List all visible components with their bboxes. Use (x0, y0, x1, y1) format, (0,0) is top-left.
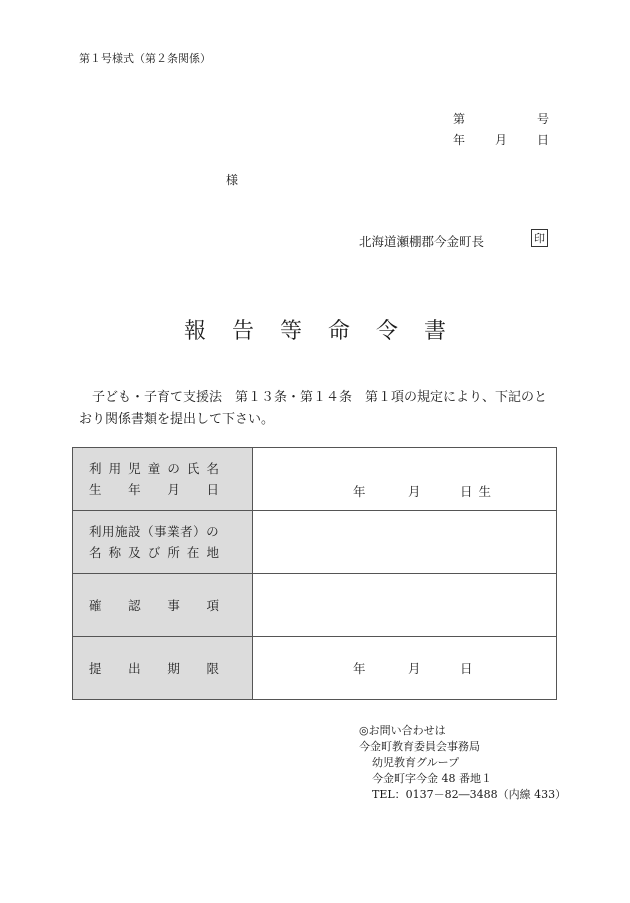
value-child-name-birthdate[interactable] (253, 448, 557, 511)
label-confirmation-items (73, 574, 253, 637)
contact-office: 今金町教育委員会事務局 (359, 740, 480, 753)
birth-day-label: 日生 (460, 484, 498, 499)
value-submission-deadline[interactable] (253, 637, 557, 700)
table-row (73, 511, 557, 574)
birth-month-label: 月 (408, 484, 421, 499)
document-number-line (453, 110, 549, 127)
issue-date-line (453, 131, 549, 148)
contact-group: 幼児教育グループ (372, 756, 460, 769)
label-child-name-birthdate (73, 448, 253, 511)
label-line: 生 年 月 日 (89, 482, 219, 497)
deadline-month-label: 月 (408, 661, 421, 676)
contact-address: 今金町字今金 48 番地１ (372, 772, 492, 785)
issue-day-label: 日 (536, 133, 549, 147)
issue-year-label: 年 (453, 133, 466, 147)
issuer-name: 北海道瀬棚郡今金町長 (359, 234, 485, 249)
value-confirmation-items[interactable] (253, 574, 557, 637)
number-suffix: 号 (536, 112, 549, 126)
addressee-suffix: 様 (226, 173, 239, 187)
request-form-table (72, 447, 557, 700)
label-line: 利 用 児 童 の 氏 名 (89, 461, 219, 476)
contact-heading: ◎お問い合わせは (359, 724, 446, 737)
table-row (73, 637, 557, 700)
label-submission-deadline (73, 637, 253, 700)
label-line: 利 用 施 設 （ 事 業 者 ） の (89, 524, 220, 539)
value-facility[interactable] (253, 511, 557, 574)
table-row (73, 448, 557, 511)
body-text: 子ども・子育て支援法 第１３条・第１４条 第１項の規定により、下記のとおり関係書類を提出して下さい。 (79, 390, 548, 427)
seal-stamp-box: 印 (531, 229, 548, 247)
contact-info (359, 723, 566, 803)
contact-tel: TEL：0137－82―3488（内線 433） (372, 788, 567, 801)
issue-month-label: 月 (494, 133, 507, 147)
label-line: 提 出 期 限 (89, 660, 219, 676)
birth-year-label: 年 (353, 484, 366, 499)
number-prefix: 第 (453, 112, 466, 126)
label-line: 確 認 事 項 (89, 597, 219, 613)
label-line: 名 称 及 び 所 在 地 (89, 545, 219, 560)
deadline-year-label: 年 (353, 661, 366, 676)
table-row (73, 574, 557, 637)
document-title: 報告等命令書 (183, 319, 472, 344)
label-facility (73, 511, 253, 574)
form-number: 第１号様式（第２条関係） (79, 52, 211, 65)
deadline-day-label: 日 (460, 661, 473, 676)
